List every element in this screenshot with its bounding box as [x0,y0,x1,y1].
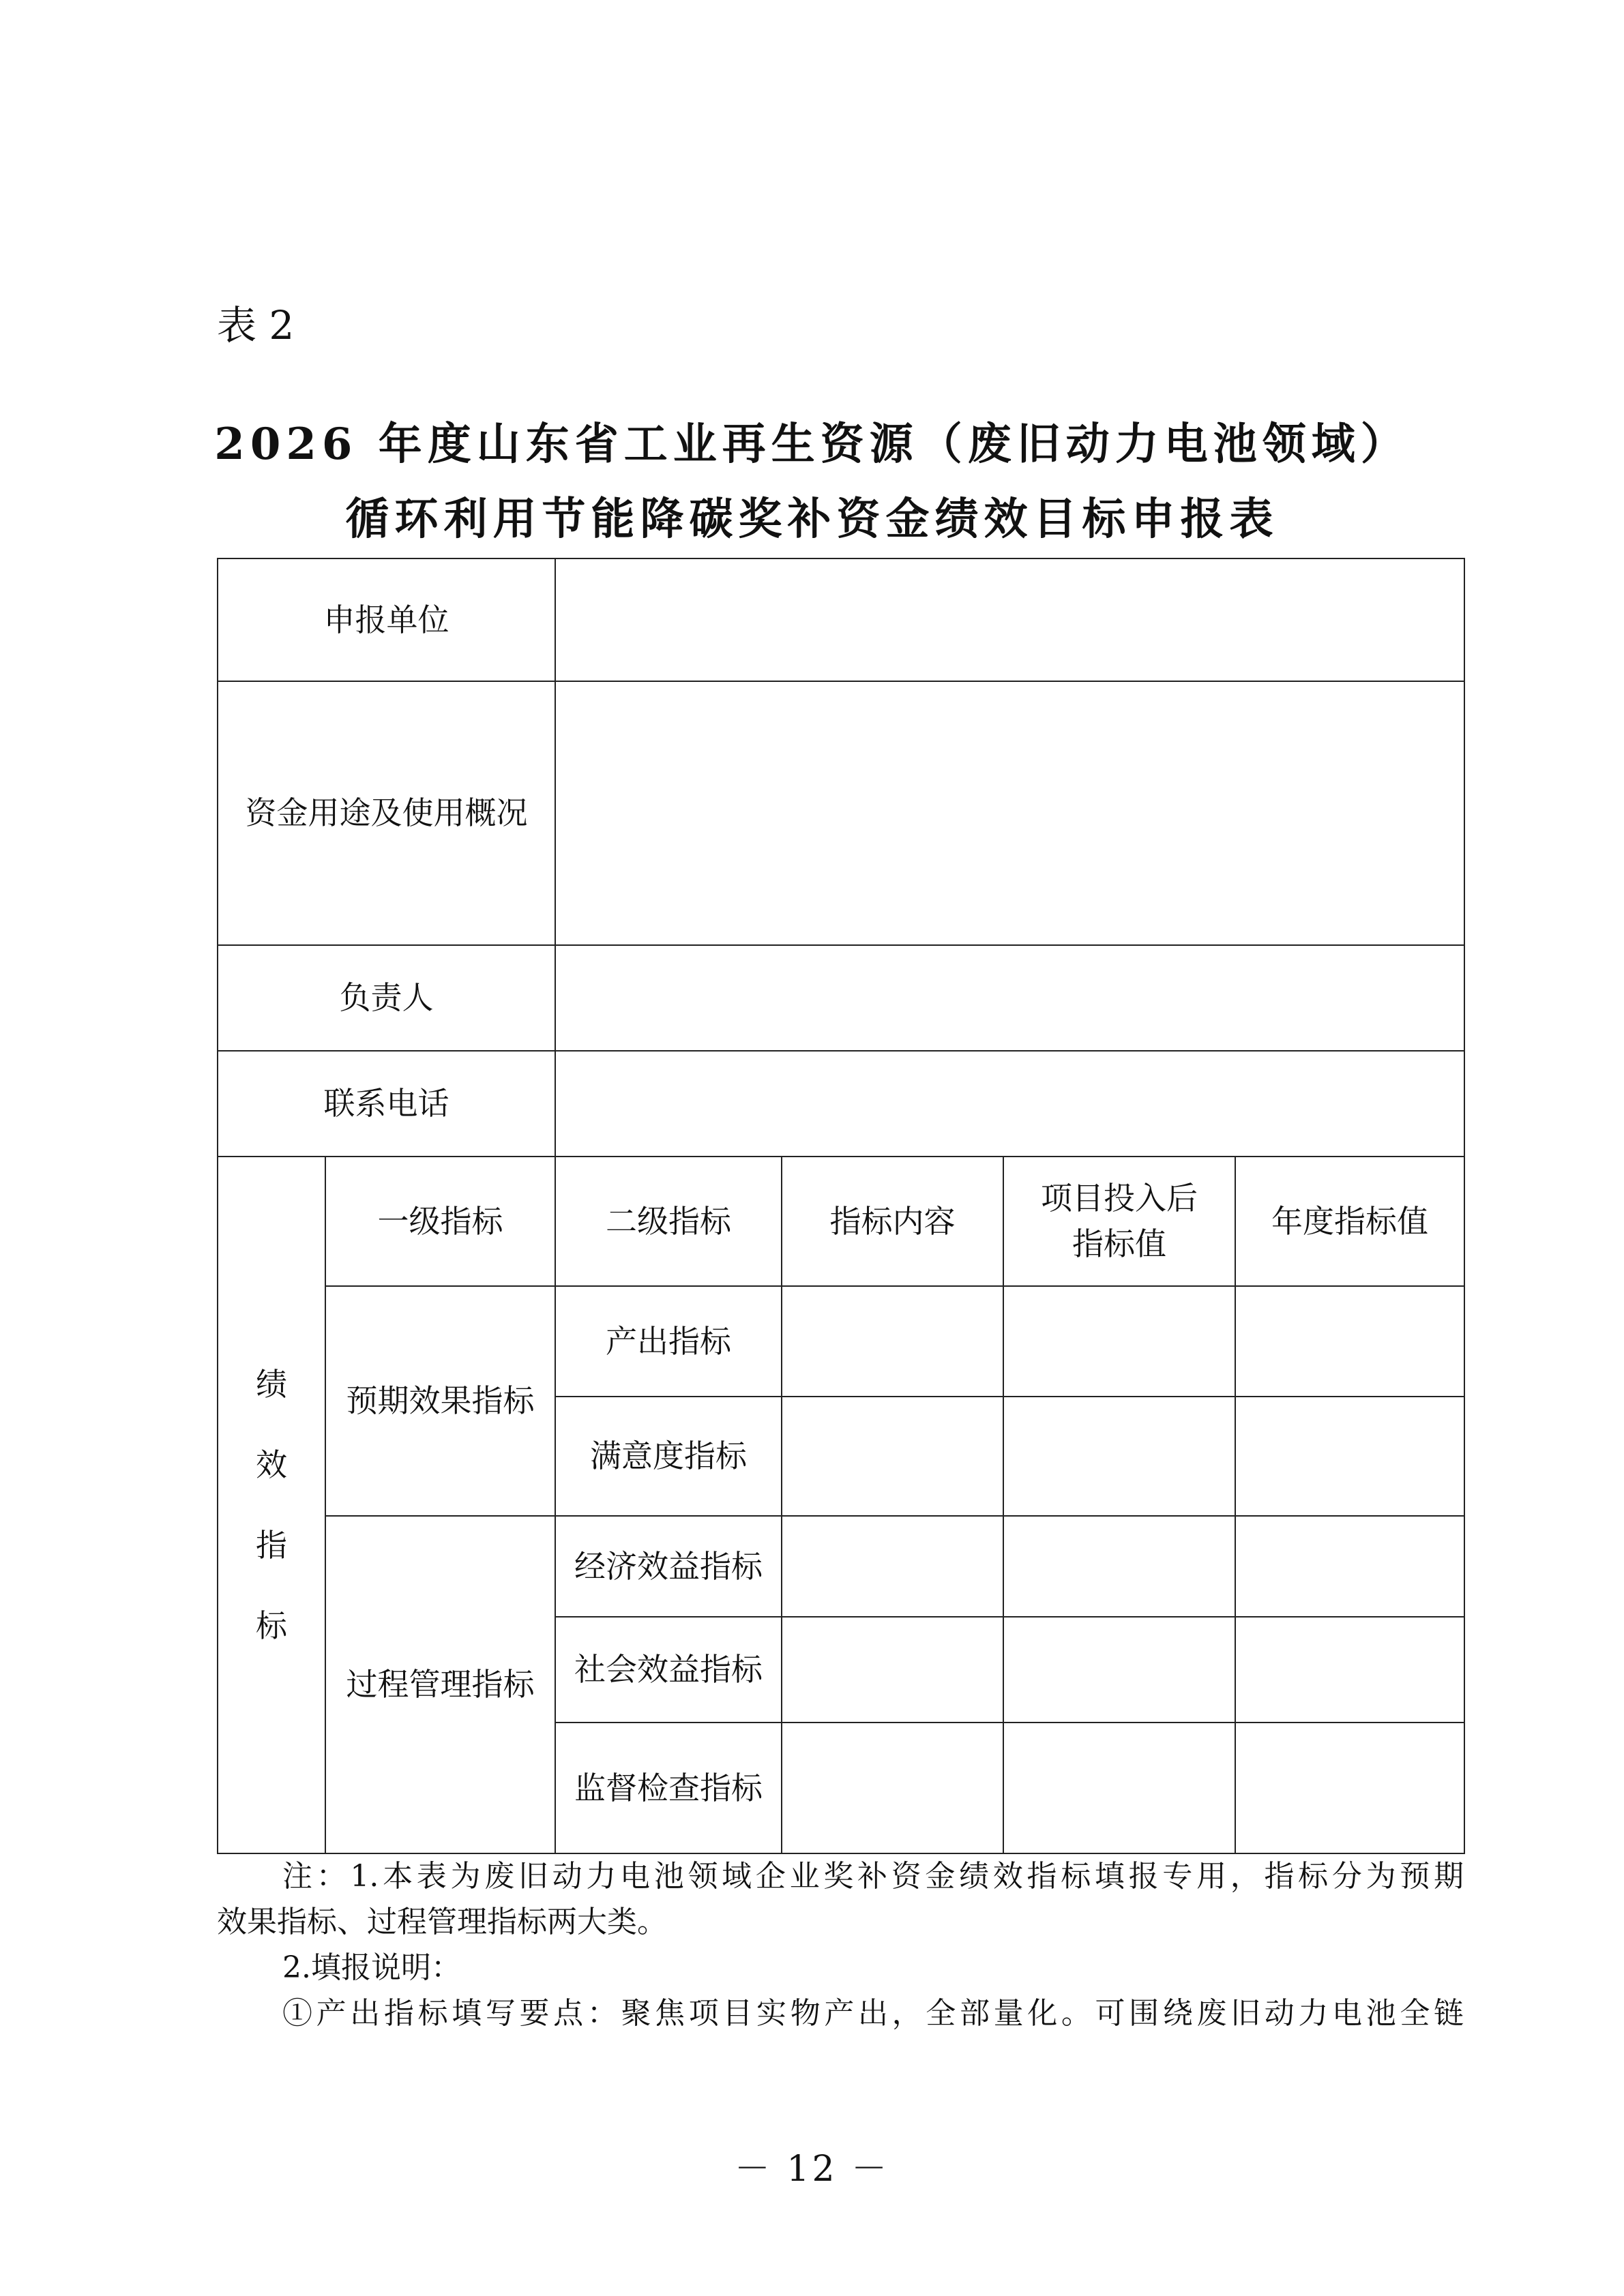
cell-input[interactable] [1235,1723,1464,1853]
cell-input[interactable] [1235,1516,1464,1617]
header-after-line1: 项目投入后 [1041,1180,1198,1217]
header-content: 指标内容 [782,1157,1003,1286]
table-row [218,1516,1464,1617]
cell-input[interactable] [782,1286,1003,1397]
page-number: － 12 － [734,2149,890,2190]
header-after-line2: 指标值 [1072,1225,1166,1262]
cell-input[interactable] [1235,1617,1464,1723]
table-row [218,1051,1464,1157]
group1-label: 预期效果指标 [325,1286,555,1516]
cell-input[interactable] [1235,1286,1464,1397]
cell-input[interactable] [1003,1286,1235,1397]
perf-char: 标 [256,1607,287,1644]
table-number-label: 表 2 [217,302,295,348]
table-row [218,1286,1464,1397]
header-level1: 一级指标 [325,1157,555,1286]
table-row [218,681,1464,945]
perf-char: 指 [256,1527,287,1564]
person-in-charge-input[interactable] [555,945,1464,1051]
note-line: 注：1.本表为废旧动力电池领域企业奖补资金绩效指标填报专用，指标分为预期 [282,1859,1464,1894]
cell-input[interactable] [1235,1397,1464,1516]
economic-indicator-label: 经济效益指标 [555,1516,782,1617]
phone-input[interactable] [555,1051,1464,1157]
cell-input[interactable] [782,1516,1003,1617]
cell-input[interactable] [1003,1397,1235,1516]
note-line: ①产出指标填写要点：聚焦项目实物产出，全部量化。可围绕废旧动力电池全链 [282,1996,1464,2031]
header-annual: 年度指标值 [1235,1157,1464,1286]
fund-usage-label: 资金用途及使用概况 [218,681,555,945]
note-line: 2.填报说明： [282,1950,461,1985]
output-indicator-label: 产出指标 [555,1286,782,1397]
person-in-charge-label: 负责人 [218,945,555,1051]
cell-input[interactable] [782,1617,1003,1723]
document-title-line2: 循环利用节能降碳奖补资金绩效目标申报表 [345,494,1279,545]
application-form-table [217,558,1465,1854]
applicant-label: 申报单位 [218,558,555,681]
note-line: 效果指标、过程管理指标两大类。 [217,1905,667,1939]
group2-label: 过程管理指标 [325,1516,555,1853]
performance-indicator-label [218,1157,325,1853]
table-row [218,1157,1464,1286]
satisfaction-indicator-label: 满意度指标 [555,1397,782,1516]
table-row [218,945,1464,1051]
perf-char: 绩 [256,1366,287,1403]
phone-label: 联系电话 [218,1051,555,1157]
cell-input[interactable] [782,1397,1003,1516]
cell-input[interactable] [1003,1516,1235,1617]
supervision-indicator-label: 监督检查指标 [555,1723,782,1853]
notes [217,1853,1464,2036]
header-level2: 二级指标 [555,1157,782,1286]
fund-usage-input[interactable] [555,681,1464,945]
table-row [218,558,1464,681]
cell-input[interactable] [782,1723,1003,1853]
cell-input[interactable] [1003,1617,1235,1723]
document-title-line1: 2026 年度山东省工业再生资源（废旧动力电池领域） [214,419,1410,470]
header-after-value [1003,1157,1235,1286]
cell-input[interactable] [1003,1723,1235,1853]
perf-char: 效 [256,1446,287,1483]
social-indicator-label: 社会效益指标 [555,1617,782,1723]
applicant-input[interactable] [555,558,1464,681]
